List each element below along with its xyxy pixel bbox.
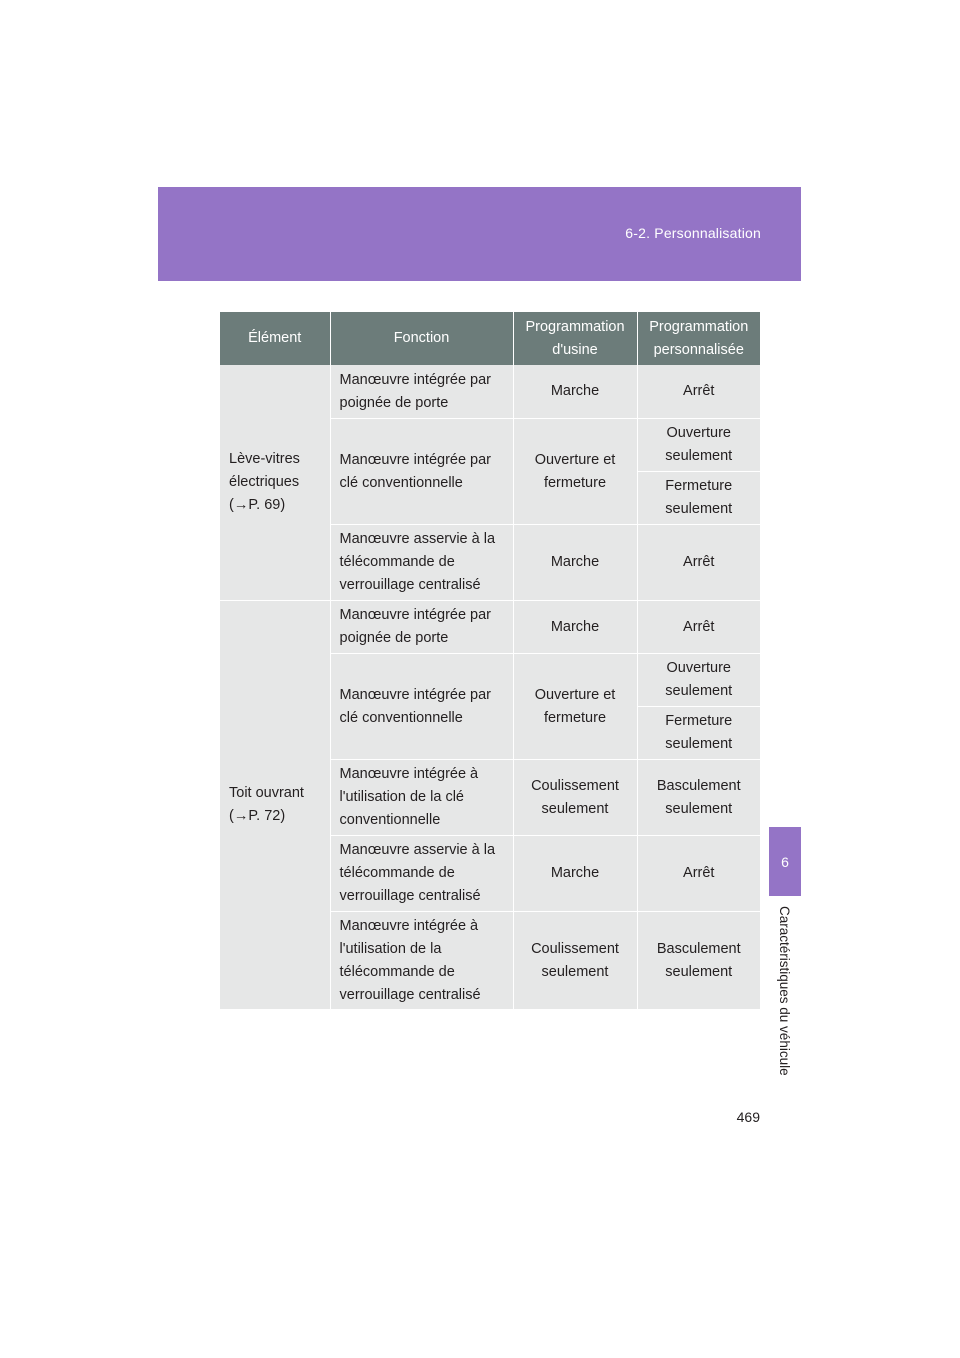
chapter-tab [769,827,801,896]
factory-setting-cell: Coulissement seulement [513,760,637,836]
column-header-factory-setting: Programmation d'usine [513,312,637,365]
custom-setting-cell: Ouverture seulement [637,654,760,707]
chapter-number: 6 [781,853,789,870]
custom-setting-cell: Arrêt [637,601,760,654]
factory-setting-cell: Ouverture et fermeture [513,654,637,760]
customization-table [220,312,760,1010]
custom-setting-cell: Arrêt [637,365,760,419]
column-header-element: Élément [220,312,330,365]
custom-setting-cell: Basculement seulement [637,912,760,1010]
function-cell: Manœuvre intégrée à l'utilisation de la clé conventionnelle [330,760,513,836]
custom-setting-cell: Fermeture seulement [637,707,760,760]
column-header-function: Fonction [330,312,513,365]
factory-setting-cell: Marche [513,365,637,419]
factory-setting-cell: Marche [513,836,637,912]
custom-setting-cell: Basculement seulement [637,760,760,836]
header-band [158,187,801,281]
chapter-title: Caractéristiques du véhicule [777,906,792,1076]
custom-setting-cell: Ouverture seulement [637,419,760,472]
factory-setting-cell: Marche [513,601,637,654]
function-cell: Manœuvre intégrée à l'utilisation de la télécommande de verrouillage centralisé [330,912,513,1010]
section-title: 6-2. Personnalisation [625,225,761,241]
table-header-row [220,312,760,365]
function-cell: Manœuvre intégrée par clé conventionnelle [330,419,513,525]
table-row [220,601,760,654]
custom-setting-cell: Arrêt [637,836,760,912]
function-cell: Manœuvre asservie à la télécommande de verrouillage centralisé [330,836,513,912]
function-cell: Manœuvre asservie à la télécommande de verrouillage centralisé [330,525,513,601]
factory-setting-cell: Marche [513,525,637,601]
element-cell: Toit ouvrant (→P. 72) [220,601,330,1010]
function-cell: Manœuvre intégrée par clé conventionnelle [330,654,513,760]
column-header-custom-setting: Programmation personnalisée [637,312,760,365]
table-row [220,365,760,419]
factory-setting-cell: Ouverture et fermeture [513,419,637,525]
element-cell: Lève-vitres électriques (→P. 69) [220,365,330,601]
page-number: 469 [736,1109,760,1125]
custom-setting-cell: Fermeture seulement [637,472,760,525]
factory-setting-cell: Coulissement seulement [513,912,637,1010]
function-cell: Manœuvre intégrée par poignée de porte [330,601,513,654]
custom-setting-cell: Arrêt [637,525,760,601]
function-cell: Manœuvre intégrée par poignée de porte [330,365,513,419]
